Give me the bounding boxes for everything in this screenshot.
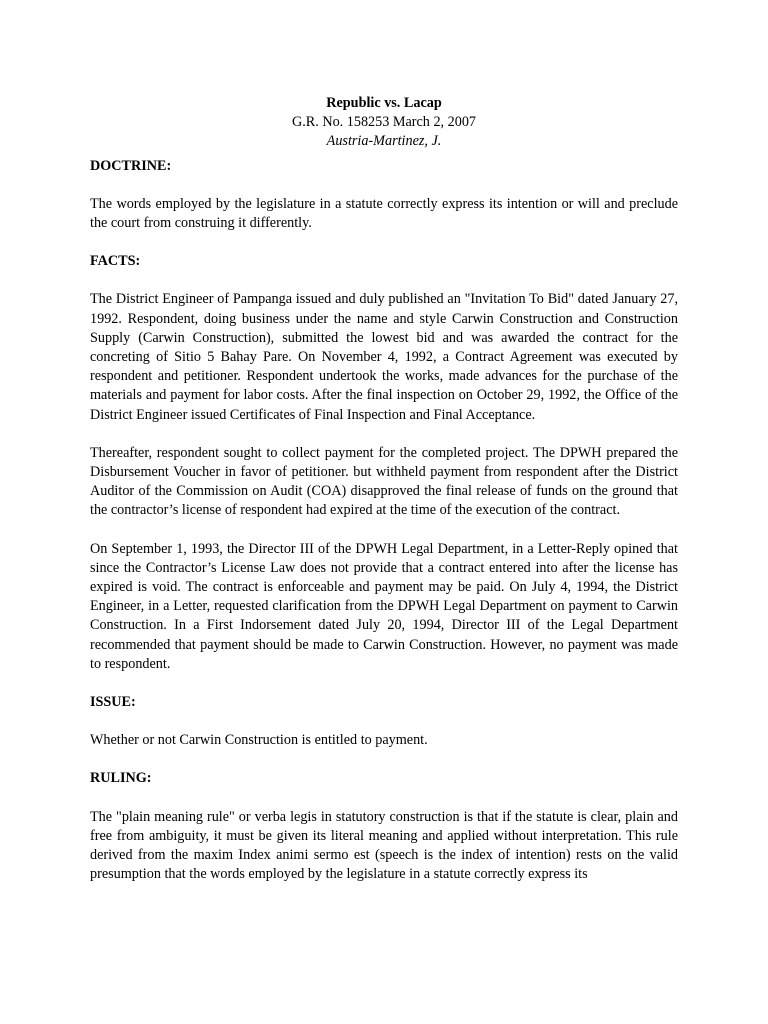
doctrine-paragraph: The words employed by the legislature in a statute correctly express its intention or will and preclude the court from construing it differently.: [90, 195, 678, 232]
facts-heading: FACTS:: [90, 253, 141, 270]
facts-paragraph-2: Thereafter, respondent sought to collect payment for the completed project. The DPWH prepared the Disbursement Voucher in favor of petitioner. but withheld payment from respondent after the District Auditor of the Commission on Audit (COA) disapproved the final release of funds on the ground that the contractor’s license of respondent had expired at the time of the execution of the contract.: [90, 444, 678, 519]
ponente: Austria-Martinez, J.: [326, 133, 442, 150]
issue-heading: ISSUE:: [90, 694, 136, 711]
case-title: Republic vs. Lacap: [326, 95, 442, 111]
case-header: [90, 94, 678, 152]
doctrine-heading: DOCTRINE:: [90, 157, 172, 174]
gr-number-line: G.R. No. 158253 March 2, 2007: [291, 114, 477, 131]
ruling-heading: RULING:: [90, 770, 152, 787]
ruling-paragraph: The "plain meaning rule" or verba legis in statutory construction is that if the statute is clear, plain and free from ambiguity, it must be given its literal meaning and applied without interpretation. This rule derived from the maxim Index animi sermo est (speech is the index of intention) rests on the valid presumption that the words employed by the legislature in a statute correctly express its: [90, 808, 678, 883]
issue-paragraph: Whether or not Carwin Construction is entitled to payment.: [90, 732, 428, 749]
facts-paragraph-1: The District Engineer of Pampanga issued and duly published an "Invitation To Bid" dated January 27, 1992. Respondent, doing business under the name and style Carwin Construction and Construction Supply (Carwin Construction), submitted the lowest bid and was awarded the contract for the concreting of Sitio 5 Bahay Pare. On November 4, 1992, a Contract Agreement was executed by respondent and petitioner. Respondent undertook the works, made advances for the purchase of the materials and payment for labor costs. After the final inspection on October 29, 1992, the Office of the District Engineer issued Certificates of Final Inspection and Final Acceptance.: [90, 291, 678, 423]
facts-paragraph-3: On September 1, 1993, the Director III of the DPWH Legal Department, in a Letter-Reply opined that since the Contractor’s License Law does not provide that a contract entered into after the license has expired is void. The contract is enforceable and payment may be paid. On July 4, 1994, the District Engineer, in a Letter, requested clarification from the DPWH Legal Department on payment to Carwin Construction. In a First Indorsement dated July 20, 1994, Director III of the Legal Department recommended that payment should be made to Carwin Construction. However, no payment was made to respondent.: [90, 540, 678, 672]
